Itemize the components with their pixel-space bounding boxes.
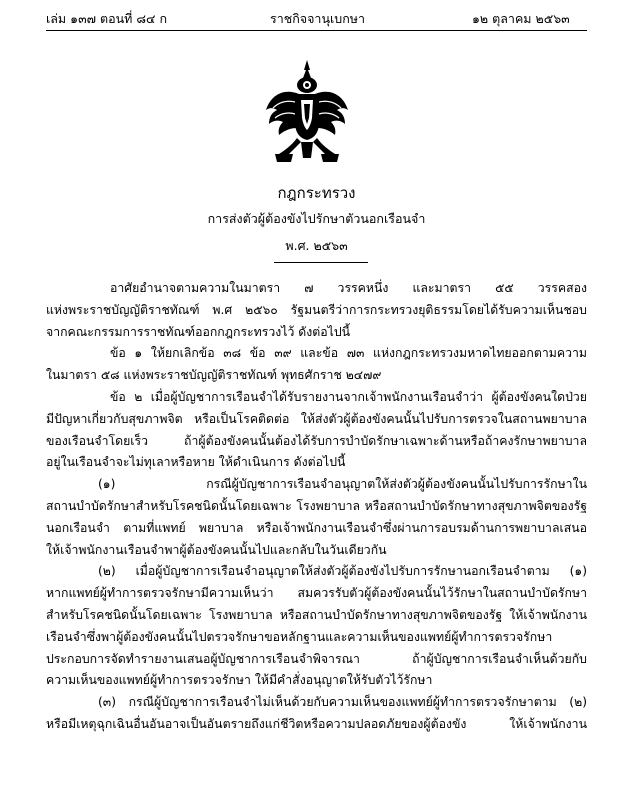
body-line: สำหรับโรคชนิดนั้นโดยเฉพาะ โรงพยาบาล หรือสถานบำบัดรักษาทางสุขภาพจิตของรัฐ ให้เจ้าพนักงาน	[46, 607, 587, 622]
body-line: (๑) กรณีผู้บัญชาการเรือนจำอนุญาตให้ส่งตัวผู้ต้องขังคนนั้นไปรับการรักษาใน	[98, 477, 587, 492]
body-line: (๒) เมื่อผู้บัญชาการเรือนจำอนุญาตให้ส่งตัวผู้ต้องขังไปรับการรักษานอกเรือนจำตาม (๑)	[98, 564, 587, 579]
gazette-date: ๑๒ ตุลาคม ๒๕๖๓	[472, 11, 570, 26]
title-rule	[274, 262, 368, 263]
body-line: อยู่ในเรือนจำจะไม่ทุเลาหรือหาย ให้ดำเนินการ ดังต่อไปนี้	[46, 455, 346, 470]
document-title: กฎกระทรวง	[277, 184, 356, 202]
body-line: จากคณะกรรมการราชทัณฑ์ออกกฎกระทรวงไว้ ดังต่อไปนี้	[46, 324, 351, 339]
body-line: ประกอบการจัดทำรายงานเสนอผู้บัญชาการเรือนจำพิจารณา ถ้าผู้บัญชาการเรือนจำเห็นด้วยกับ	[46, 651, 587, 666]
body-line: ข้อ ๒ เมื่อผู้บัญชาการเรือนจำได้รับรายงานจากเจ้าพนักงานเรือนจำว่า ผู้ต้องขังคนใดป่วย	[110, 389, 587, 404]
body-line: นอกเรือนจำ ตามที่แพทย์ พยาบาล หรือเจ้าพนักงานเรือนจำซึ่งผ่านการอบรมด้านการพยาบาลเสนอ	[46, 520, 587, 535]
body-line: เรือนจำซึ่งพาผู้ต้องขังคนนั้นไปตรวจรักษาขอหลักฐานและความเห็นของแพทย์ผู้ทำการตรวจรักษา	[46, 629, 553, 644]
body-line: ข้อ ๑ ให้ยกเลิกข้อ ๓๘ ข้อ ๓๙ และข้อ ๗๓ แห่งกฎกระทรวงมหาดไทยออกตามความ	[110, 346, 587, 361]
body-line: ให้เจ้าพนักงานเรือนจำพาผู้ต้องขังคนนั้นไปและกลับในวันเดียวกัน	[46, 542, 387, 557]
gazette-name: ราชกิจจานุเบกษา	[270, 11, 366, 26]
garuda-emblem-icon	[263, 58, 351, 166]
document-body	[46, 278, 587, 736]
document-year: พ.ศ. ๒๕๖๓	[285, 238, 348, 253]
body-line: อาศัยอำนาจตามความในมาตรา ๗ วรรคหนึ่ง และมาตรา ๕๕ วรรคสอง	[110, 281, 587, 295]
header-rule	[46, 30, 587, 31]
body-line: หรือมีเหตุฉุกเฉินอื่นอันอาจเป็นอันตรายถึงแก่ชีวิตหรือความปลอดภัยของผู้ต้องขัง ให้เจ้าพนักงาน	[46, 716, 587, 731]
body-line: สถานบำบัดรักษาสำหรับโรคชนิดนั้นโดยเฉพาะ โรงพยาบาล หรือสถานบำบัดรักษาทางสุขภาพจิตของรัฐ	[46, 498, 587, 513]
body-line: (๓) กรณีผู้บัญชาการเรือนจำไม่เห็นด้วยกับความเห็นของแพทย์ผู้ทำการตรวจรักษาตาม (๒)	[98, 695, 587, 710]
body-line: มีปัญหาเกี่ยวกับสุขภาพจิต หรือเป็นโรคติดต่อ ให้ส่งตัวผู้ต้องขังคนนั้นไปรับการตรวจในสถานพยาบาล	[46, 411, 587, 426]
gazette-volume: เล่ม ๑๓๗ ตอนที่ ๘๔ ก	[46, 11, 168, 26]
body-line: ในมาตรา ๕๘ แห่งพระราชบัญญัติราชทัณฑ์ พุทธศักราช ๒๔๗๙	[46, 368, 382, 383]
body-line: ความเห็นของแพทย์ผู้ทำการตรวจรักษา ให้มีคำสั่งอนุญาตให้รับตัวไว้รักษา	[46, 673, 433, 688]
document-subtitle: การส่งตัวผู้ต้องขังไปรักษาตัวนอกเรือนจำ	[207, 211, 426, 226]
body-line: หากแพทย์ผู้ทำการตรวจรักษามีความเห็นว่า สมควรรับตัวผู้ต้องขังคนนั้นไว้รักษาในสถานบำบัดรักษา	[46, 586, 587, 601]
body-line: ของเรือนจำโดยเร็ว ถ้าผู้ต้องขังคนนั้นต้องได้รับการบำบัดรักษาเฉพาะด้านหรือถ้าคงรักษาพยาบาล	[46, 433, 587, 448]
body-line: แห่งพระราชบัญญัติราชทัณฑ์ พ.ศ ๒๕๖๐ รัฐมนตรีว่าการกระทรวงยุติธรรมโดยได้รับความเห็นชอบ	[46, 302, 587, 317]
